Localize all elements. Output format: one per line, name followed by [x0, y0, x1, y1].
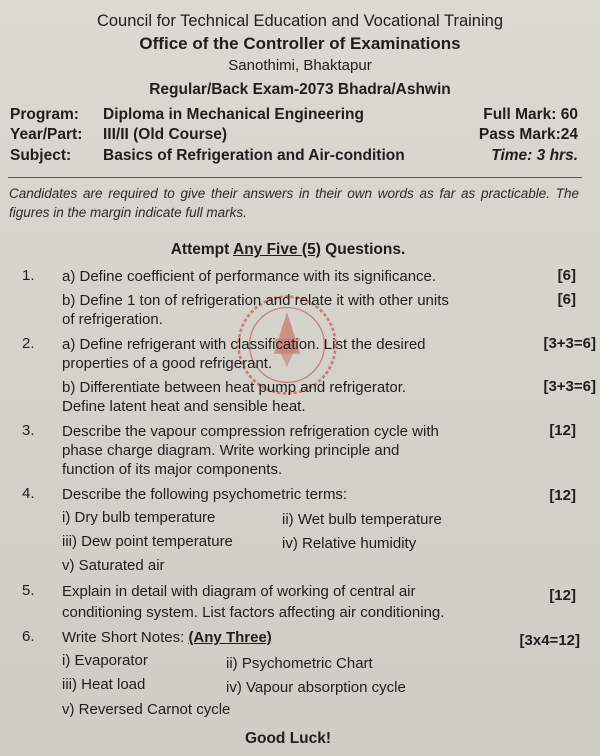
attempt-instruction [0, 241, 576, 259]
question-6-number: 6. [22, 628, 35, 645]
question-5-number: 5. [22, 582, 35, 599]
question-6-item: i) Evaporator [62, 652, 148, 669]
attempt-suffix: Questions. [320, 241, 406, 258]
address: Sanothimi, Bhaktapur [228, 57, 372, 74]
question-2a-mark: [3+3=6] [543, 335, 596, 352]
question-1a-text: a) Define coefficient of performance with its significance. [62, 268, 437, 285]
question-1-number: 1. [22, 267, 35, 284]
question-6-item: iii) Heat load [62, 676, 146, 693]
question-4-item: ii) Wet bulb temperature [282, 511, 442, 528]
question-4-mark: [12] [549, 487, 576, 504]
question-4-item: iv) Relative humidity [282, 535, 417, 552]
good-luck: Good Luck! [244, 730, 332, 747]
question-5-line2: conditioning system. List factors affecting air conditioning. [62, 604, 445, 621]
question-1b-mark: [6] [557, 291, 576, 308]
question-2a-line2: properties of a good refrigerant. [62, 355, 273, 372]
office-name: Office of the Controller of Examinations [139, 34, 461, 53]
exam-title: Regular/Back Exam-2073 Bhadra/Ashwin [149, 81, 451, 98]
year-value: III/II (Old Course) [103, 126, 228, 143]
time: Time: 3 hrs. [491, 147, 578, 164]
question-3-line3: function of its major components. [62, 461, 283, 478]
question-6-prefix: Write Short Notes: [62, 629, 189, 646]
question-6-item: v) Reversed Carnot cycle [62, 701, 231, 718]
question-1b-line1: b) Define 1 ton of refrigeration and relate it with other units [62, 292, 449, 309]
year-label: Year/Part: [10, 126, 83, 143]
question-6-text [62, 628, 502, 647]
question-3-line2: phase charge diagram. Write working principle and [62, 442, 400, 459]
question-1b-line2: of refrigeration. [62, 311, 163, 328]
question-4-item: i) Dry bulb temperature [62, 509, 216, 526]
question-2b-line2: Define latent heat and sensible heat. [62, 398, 306, 415]
question-2a-line1: a) Define refrigerant with classification. List the desired [62, 336, 426, 353]
pass-mark: Pass Mark:24 [478, 126, 578, 143]
question-5-line1: Explain in detail with diagram of working of central air [62, 583, 416, 600]
question-2b-mark: [3+3=6] [543, 378, 596, 395]
attempt-count: Any Five (5) [233, 241, 321, 258]
question-5-mark: [12] [549, 587, 576, 604]
question-4-item: v) Saturated air [62, 557, 165, 574]
full-mark: Full Mark: 60 [483, 106, 578, 123]
question-1a-mark: [6] [557, 267, 576, 284]
question-6-item: iv) Vapour absorption cycle [226, 679, 406, 696]
question-3-line1: Describe the vapour compression refrigeration cycle with [62, 423, 439, 440]
question-6-item: ii) Psychometric Chart [226, 655, 373, 672]
subject-value: Basics of Refrigeration and Air-condition [103, 147, 405, 164]
divider [8, 177, 582, 178]
question-6-any-three: (Any Three) [188, 629, 272, 646]
question-6-mark: [3x4=12] [519, 632, 580, 649]
council-name: Council for Technical Education and Vocational Training [96, 12, 504, 30]
question-4-text: Describe the following psychometric terms: [62, 486, 348, 503]
instructions: Candidates are required to give their answers in their own words as far as practicable. The figures in the margin indicate full marks. [9, 186, 579, 220]
subject-label: Subject: [10, 147, 72, 164]
question-3-number: 3. [22, 422, 35, 439]
question-2-number: 2. [22, 335, 35, 352]
question-4-item: iii) Dew point temperature [62, 533, 233, 550]
question-2b-line1: b) Differentiate between heat pump and refrigerator. [62, 379, 407, 396]
attempt-prefix: Attempt [170, 241, 233, 258]
question-3-mark: [12] [549, 422, 576, 439]
question-4-number: 4. [22, 485, 35, 502]
program-value: Diploma in Mechanical Engineering [103, 106, 364, 123]
program-label: Program: [10, 106, 79, 123]
